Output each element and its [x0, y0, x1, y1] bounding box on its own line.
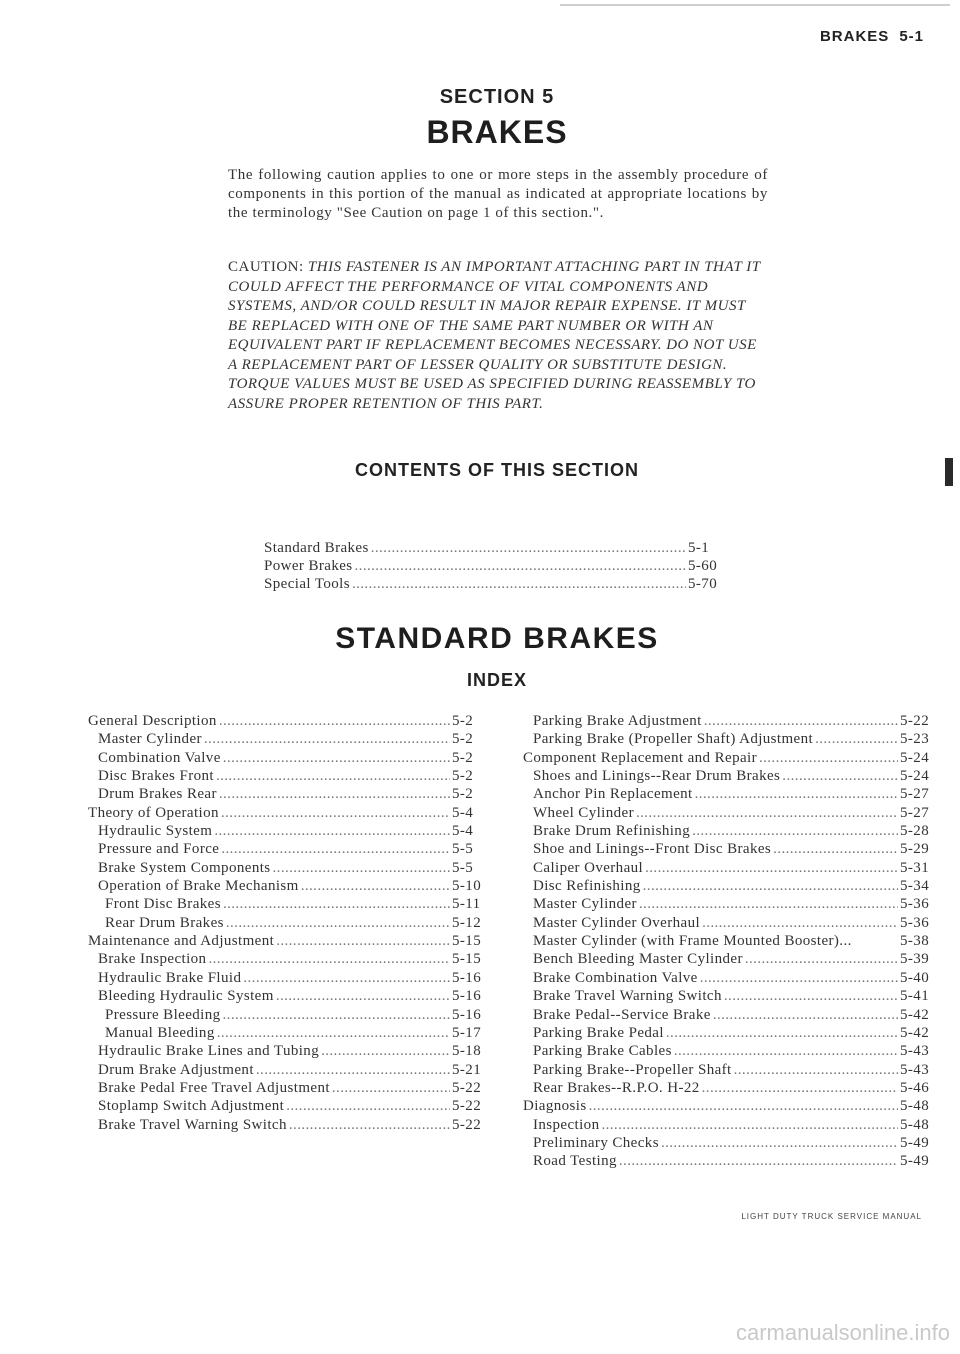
index-entry-page: 5-22 — [452, 1079, 482, 1096]
index-entry-page: 5-2 — [452, 749, 474, 766]
section-title: BRAKES — [426, 114, 568, 150]
contents-item[interactable] — [264, 557, 728, 575]
index-entry[interactable] — [523, 712, 934, 730]
index-entry-page: 5-31 — [900, 859, 930, 876]
index-entry[interactable] — [523, 950, 934, 968]
section-label: SECTION 5 — [439, 86, 555, 108]
index-entry[interactable] — [523, 730, 934, 748]
index-entry-label: Stoplamp Switch Adjustment — [98, 1098, 285, 1115]
index-entry-page: 5-18 — [452, 1043, 482, 1060]
dot-leader — [713, 1006, 898, 1024]
index-entry-page: 5-17 — [452, 1024, 482, 1041]
index-entry[interactable] — [88, 749, 486, 767]
index-entry-label: Wheel Cylinder — [533, 804, 634, 821]
index-entry-label: Caliper Overhaul — [533, 859, 644, 876]
dot-leader — [589, 1097, 898, 1115]
dot-leader — [221, 804, 450, 822]
index-entry-page: 5-16 — [452, 988, 482, 1005]
contents-item[interactable] — [264, 539, 728, 557]
index-entry[interactable] — [523, 1024, 934, 1042]
index-entry-label: Master Cylinder Overhaul — [533, 914, 701, 931]
index-entry[interactable] — [523, 1079, 934, 1097]
caution-text: THIS FASTENER IS AN IMPORTANT ATTACHING PART IN THAT IT COULD AFFECT THE PERFORMANCE OF VITAL COMPONENTS AND SYSTEMS, AND/OR COULD RESULT IN MAJOR REPAIR EXPENSE. IT MUST BE REPLACED WITH ONE OF THE SAME PART NUMBER OR WITH AN EQUIVALENT PART IF REPLACEMENT BECOMES NECESSARY. DO NOT USE A REPLACEMENT PART OF LESSER QUALITY OR SUBSTITUTE DESIGN. TORQUE VALUES MUST BE USED AS SPECIFIED DURING REASSEMBLY TO ASSURE PROPER RETENTION OF THIS PART. — [228, 259, 761, 412]
index-entry-label: Rear Drum Brakes — [105, 914, 224, 931]
dot-leader — [601, 1116, 898, 1134]
index-right-column — [523, 712, 934, 1171]
dot-leader — [219, 785, 450, 803]
dot-leader — [276, 987, 450, 1005]
index-entry-label: Manual Bleeding — [105, 1024, 215, 1041]
index-entry-page: 5-11 — [452, 896, 481, 913]
index-entry-page: 5-4 — [452, 823, 474, 840]
index-entry[interactable] — [523, 1116, 934, 1134]
index-entry-label: Master Cylinder (with Frame Mounted Booster)... — [533, 933, 852, 950]
index-entry-page: 5-2 — [452, 731, 474, 748]
index-entry[interactable] — [523, 749, 934, 767]
contents-heading: CONTENTS OF THIS SECTION — [354, 460, 639, 480]
dot-leader — [276, 932, 450, 950]
index-entry-page: 5-43 — [900, 1043, 930, 1060]
index-entry-page: 5-42 — [900, 1024, 930, 1041]
page-header — [820, 28, 924, 45]
index-entry[interactable] — [523, 804, 934, 822]
index-entry[interactable] — [88, 804, 486, 822]
dot-leader — [217, 1024, 450, 1042]
index-entry-page: 5-4 — [452, 804, 474, 821]
index-entry-label: Brake Drum Refinishing — [533, 823, 691, 840]
index-entry-page: 5-48 — [900, 1098, 930, 1115]
dot-leader — [643, 877, 898, 895]
dot-leader — [301, 877, 450, 895]
index-entry-label: Hydraulic System — [98, 823, 213, 840]
dot-leader — [700, 969, 898, 987]
index-entry-page: 5-2 — [452, 786, 474, 803]
index-entry-page: 5-41 — [900, 988, 930, 1005]
contents-item-page: 5-1 — [688, 540, 710, 556]
dot-leader — [214, 822, 450, 840]
contents-item-label: Standard Brakes — [264, 540, 369, 556]
index-entry-label: Parking Brake Pedal — [533, 1024, 664, 1041]
index-entry-label: Road Testing — [533, 1153, 617, 1170]
dot-leader — [223, 1006, 450, 1024]
index-entry-label: Maintenance and Adjustment — [88, 933, 275, 950]
index-entry[interactable] — [523, 785, 934, 803]
dot-leader — [782, 767, 898, 785]
dot-leader — [223, 749, 450, 767]
index-entry-page: 5-38 — [900, 933, 930, 950]
dot-leader — [639, 895, 898, 913]
index-entry-page: 5-2 — [452, 768, 474, 785]
dot-leader — [759, 749, 898, 767]
dot-leader — [702, 914, 898, 932]
top-rule — [560, 4, 950, 6]
index-entry-label: Front Disc Brakes — [105, 896, 221, 913]
intro-paragraph: The following caution applies to one or more steps in the assembly procedure of components in this portion of the manual as indicated at appropriate locations by the terminology "See Caution on page 1 of this section.". — [228, 167, 768, 221]
index-entry-label: Brake System Components — [98, 859, 271, 876]
index-entry-label: Shoe and Linings--Front Disc Brakes — [533, 841, 772, 858]
index-entry[interactable] — [88, 877, 486, 895]
index-entry[interactable] — [88, 730, 486, 748]
index-entry-page: 5-16 — [452, 1006, 482, 1023]
contents-item-page: 5-60 — [688, 558, 718, 574]
index-entry-label: Hydraulic Brake Lines and Tubing — [98, 1043, 320, 1060]
index-entry-page: 5-23 — [900, 731, 930, 748]
index-entry-page: 5-5 — [452, 859, 474, 876]
index-entry[interactable] — [88, 767, 486, 785]
index-entry-page: 5-15 — [452, 951, 482, 968]
index-entry[interactable] — [88, 914, 486, 932]
index-entry-page: 5-24 — [900, 749, 930, 766]
index-entry[interactable] — [88, 987, 486, 1005]
footer-manual-title: LIGHT DUTY TRUCK SERVICE MANUAL — [741, 1212, 922, 1221]
index-entry[interactable] — [523, 859, 934, 877]
dot-leader — [243, 969, 450, 987]
index-entry[interactable] — [523, 877, 934, 895]
dot-leader — [695, 785, 898, 803]
dot-leader — [223, 895, 450, 913]
index-entry[interactable] — [88, 1006, 486, 1024]
index-entry[interactable] — [523, 895, 934, 913]
index-entry-label: Operation of Brake Mechanism — [98, 878, 299, 895]
index-entry-label: Combination Valve — [98, 749, 221, 766]
index-entry-page: 5-28 — [900, 823, 930, 840]
index-entry-label: Disc Refinishing — [533, 878, 641, 895]
index-entry-label: Brake Combination Valve — [533, 969, 698, 986]
index-entry[interactable] — [88, 895, 486, 913]
contents-item[interactable] — [264, 575, 728, 593]
index-entry-page: 5-43 — [900, 1061, 930, 1078]
index-entry[interactable] — [88, 840, 486, 858]
index-entry[interactable] — [88, 859, 486, 877]
index-entry[interactable] — [88, 950, 486, 968]
index-entry-page: 5-24 — [900, 768, 930, 785]
index-entry[interactable] — [88, 932, 486, 950]
index-entry-page: 5-15 — [452, 933, 482, 950]
dot-leader — [674, 1042, 898, 1060]
dot-leader — [332, 1079, 450, 1097]
index-entry-page: 5-2 — [452, 713, 474, 729]
dot-leader — [208, 950, 450, 968]
index-entry[interactable] — [523, 1006, 934, 1024]
dot-leader — [692, 822, 898, 840]
index-entry-label: Rear Brakes--R.P.O. H-22 — [533, 1079, 700, 1096]
section-edge-tab — [945, 458, 953, 486]
index-entry-label: Diagnosis — [523, 1098, 587, 1115]
index-entry[interactable] — [523, 1134, 934, 1152]
index-entry-label: Parking Brake--Propeller Shaft — [533, 1061, 732, 1078]
dot-leader — [216, 767, 450, 785]
dot-leader — [666, 1024, 898, 1042]
dot-leader — [645, 859, 898, 877]
index-entry-label: General Description — [88, 713, 217, 729]
index-entry-page: 5-46 — [900, 1079, 930, 1096]
index-entry-label: Pressure Bleeding — [105, 1006, 221, 1023]
index-entry-label: Master Cylinder — [533, 896, 637, 913]
index-entry-page: 5-49 — [900, 1134, 930, 1151]
index-entry-label: Anchor Pin Replacement — [533, 786, 693, 803]
index-entry-page: 5-21 — [452, 1061, 482, 1078]
dot-leader — [256, 1061, 450, 1079]
dot-leader — [286, 1097, 450, 1115]
index-entry-page: 5-22 — [900, 713, 930, 729]
index-entry-page: 5-12 — [452, 914, 482, 931]
index-entry-label: Shoes and Linings--Rear Drum Brakes — [533, 768, 781, 785]
index-entry[interactable] — [523, 987, 934, 1005]
index-entry-label: Pressure and Force — [98, 841, 220, 858]
index-entry[interactable] — [523, 932, 934, 950]
index-entry-page: 5-16 — [452, 969, 482, 986]
index-entry-page: 5-34 — [900, 878, 930, 895]
index-entry-page: 5-5 — [452, 841, 474, 858]
index-entry[interactable] — [88, 1116, 486, 1134]
index-entry-page: 5-40 — [900, 969, 930, 986]
index-entry[interactable] — [88, 969, 486, 987]
index-entry-label: Drum Brakes Rear — [98, 786, 217, 803]
index-entry-page: 5-10 — [452, 878, 482, 895]
index-entry-label: Disc Brakes Front — [98, 768, 214, 785]
index-entry-page: 5-39 — [900, 951, 930, 968]
standard-brakes-heading: STANDARD BRAKES — [335, 622, 659, 655]
dot-leader — [734, 1061, 898, 1079]
index-entry-page: 5-36 — [900, 896, 930, 913]
index-entry-label: Theory of Operation — [88, 804, 219, 821]
index-entry-label: Brake Inspection — [98, 951, 207, 968]
dot-leader — [636, 804, 898, 822]
index-entry-page: 5-29 — [900, 841, 930, 858]
index-entry-page: 5-42 — [900, 1006, 930, 1023]
index-entry-label: Bench Bleeding Master Cylinder — [533, 951, 743, 968]
dot-leader — [273, 859, 450, 877]
index-entry[interactable] — [88, 1024, 486, 1042]
caution-paragraph — [228, 258, 768, 414]
dot-leader — [773, 840, 898, 858]
watermark: carmanualsonline.info — [735, 1320, 950, 1345]
index-entry[interactable] — [88, 1097, 486, 1115]
dot-leader — [371, 539, 686, 557]
index-entry-label: Component Replacement and Repair — [523, 749, 757, 766]
index-entry[interactable] — [88, 785, 486, 803]
index-entry-label: Parking Brake Cables — [533, 1043, 672, 1060]
caution-lead: CAUTION: — [228, 259, 304, 275]
index-entry-label: Parking Brake Adjustment — [533, 713, 702, 729]
index-entry-page: 5-49 — [900, 1153, 930, 1170]
index-entry-label: Hydraulic Brake Fluid — [98, 969, 242, 986]
header-section-name: BRAKES — [819, 28, 890, 45]
dot-leader — [724, 987, 898, 1005]
index-entry[interactable] — [88, 822, 486, 840]
index-entry[interactable] — [523, 840, 934, 858]
header-page-number: 5-1 — [899, 28, 924, 45]
dot-leader — [204, 730, 450, 748]
dot-leader — [815, 730, 898, 748]
index-entry[interactable] — [88, 1079, 486, 1097]
index-entry[interactable] — [523, 1097, 934, 1115]
contents-item-page: 5-70 — [688, 576, 718, 592]
index-entry[interactable] — [523, 767, 934, 785]
contents-item-label: Special Tools — [264, 576, 350, 592]
index-entry-page: 5-22 — [452, 1116, 482, 1133]
index-entry-label: Drum Brake Adjustment — [98, 1061, 254, 1078]
dot-leader — [226, 914, 450, 932]
dot-leader — [704, 712, 898, 730]
index-entry[interactable] — [523, 969, 934, 987]
index-entry[interactable] — [523, 1152, 934, 1170]
dot-leader — [321, 1042, 450, 1060]
index-entry-page: 5-36 — [900, 914, 930, 931]
index-entry-page: 5-48 — [900, 1116, 930, 1133]
index-entry-label: Preliminary Checks — [533, 1134, 659, 1151]
dot-leader — [352, 575, 686, 593]
index-entry[interactable] — [523, 1061, 934, 1079]
index-entry[interactable] — [523, 822, 934, 840]
dot-leader — [355, 557, 686, 575]
index-entry-label: Inspection — [533, 1116, 600, 1133]
index-entry[interactable] — [88, 1042, 486, 1060]
dot-leader — [219, 712, 450, 730]
dot-leader — [619, 1152, 898, 1170]
index-entry-label: Brake Travel Warning Switch — [98, 1116, 287, 1133]
index-entry-label: Brake Pedal--Service Brake — [533, 1006, 711, 1023]
dot-leader — [702, 1079, 898, 1097]
index-left-column — [88, 712, 486, 1134]
index-entry[interactable] — [88, 712, 486, 730]
dot-leader — [745, 950, 898, 968]
index-entry[interactable] — [523, 914, 934, 932]
dot-leader — [221, 840, 450, 858]
index-entry-page: 5-22 — [452, 1098, 482, 1115]
index-heading: INDEX — [466, 670, 527, 690]
index-entry-label: Bleeding Hydraulic System — [98, 988, 274, 1005]
index-entry-page: 5-27 — [900, 786, 930, 803]
index-entry-page: 5-27 — [900, 804, 930, 821]
index-entry[interactable] — [88, 1061, 486, 1079]
index-entry-label: Brake Pedal Free Travel Adjustment — [98, 1079, 330, 1096]
contents-list — [264, 539, 728, 593]
index-entry-label: Brake Travel Warning Switch — [533, 988, 722, 1005]
dot-leader — [661, 1134, 898, 1152]
index-entry[interactable] — [523, 1042, 934, 1060]
index-entry-label: Master Cylinder — [98, 731, 202, 748]
dot-leader — [289, 1116, 450, 1134]
index-entry-label: Parking Brake (Propeller Shaft) Adjustment — [533, 731, 814, 748]
contents-item-label: Power Brakes — [264, 558, 353, 574]
